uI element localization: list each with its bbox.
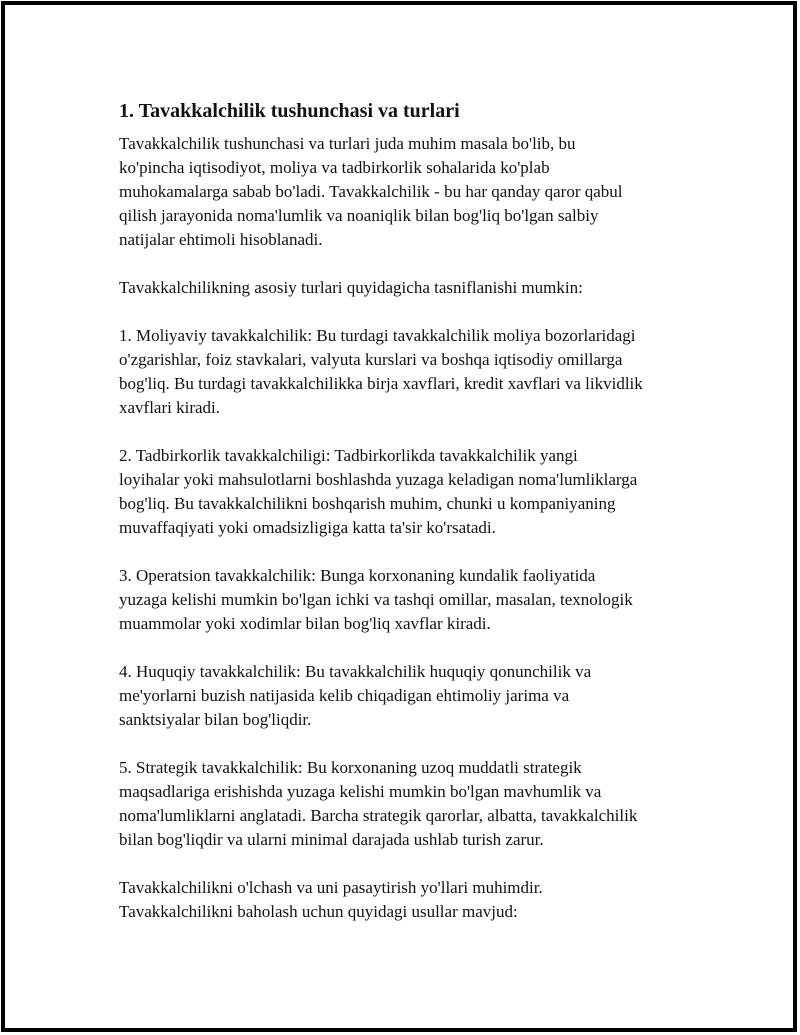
text-line: muammolar yoki xodimlar bilan bog'liq xavflar kiradi. — [119, 614, 491, 633]
paragraph — [119, 132, 699, 252]
section-title: 1. Tavakkalchilik tushunchasi va turlari — [119, 100, 460, 122]
paragraph — [119, 324, 699, 420]
text-line: 1. Moliyaviy tavakkalchilik: Bu turdagi tavakkalchilik moliya bozorlaridagi — [119, 326, 636, 345]
text-line: noma'lumliklarni anglatadi. Barcha strategik qarorlar, albatta, tavakkalchilik — [119, 806, 638, 825]
paragraph — [119, 756, 699, 852]
text-line: 4. Huquqiy tavakkalchilik: Bu tavakkalchilik huquqiy qonunchilik va — [119, 662, 592, 681]
text-line: 5. Strategik tavakkalchilik: Bu korxonaning uzoq muddatli strategik — [119, 758, 582, 777]
text-line: sanktsiyalar bilan bog'liqdir. — [119, 710, 312, 729]
paragraph-list — [119, 132, 699, 924]
text-line: loyihalar yoki mahsulotlarni boshlashda yuzaga keladigan noma'lumliklarga — [119, 470, 638, 489]
paragraph — [119, 444, 699, 540]
paragraph — [119, 660, 699, 732]
text-line: maqsadlariga erishishda yuzaga kelishi mumkin bo'lgan mavhumlik va — [119, 782, 602, 801]
text-line: me'yorlarni buzish natijasida kelib chiqadigan ehtimoliy jarima va — [119, 686, 570, 705]
text-line: xavflari kiradi. — [119, 398, 221, 417]
text-line: yuzaga kelishi mumkin bo'lgan ichki va tashqi omillar, masalan, texnologik — [119, 590, 633, 609]
text-line: Tavakkalchilikni baholash uchun quyidagi usullar mavjud: — [119, 902, 518, 921]
text-line: bilan bog'liqdir va ularni minimal darajada ushlab turish zarur. — [119, 830, 544, 849]
text-line: ko'pincha iqtisodiyot, moliya va tadbirkorlik sohalarida ko'plab — [119, 158, 550, 177]
page-border — [1, 1, 797, 1032]
text-line: Tavakkalchilikni o'lchash va uni pasaytirish yo'llari muhimdir. — [119, 878, 543, 897]
paragraph — [119, 564, 699, 636]
text-line: muhokamalarga sabab bo'ladi. Tavakkalchilik - bu har qanday qaror qabul — [119, 182, 623, 201]
text-line: 3. Operatsion tavakkalchilik: Bunga korxonaning kundalik faoliyatida — [119, 566, 596, 585]
paragraph — [119, 276, 699, 300]
text-line: 2. Tadbirkorlik tavakkalchiligi: Tadbirkorlikda tavakkalchilik yangi — [119, 446, 578, 465]
paragraph — [119, 876, 699, 924]
text-line: natijalar ehtimoli hisoblanadi. — [119, 230, 323, 249]
text-line: muvaffaqiyati yoki omadsizligiga katta ta'sir ko'rsatadi. — [119, 518, 496, 537]
document-body — [119, 98, 699, 924]
text-line: qilish jarayonida noma'lumlik va noaniqlik bilan bog'liq bo'lgan salbiy — [119, 206, 599, 225]
text-line: bog'liq. Bu turdagi tavakkalchilikka birja xavflari, kredit xavflari va likvidlik — [119, 374, 643, 393]
text-line: bog'liq. Bu tavakkalchilikni boshqarish muhim, chunki u kompaniyaning — [119, 494, 616, 513]
text-line: o'zgarishlar, foiz stavkalari, valyuta kurslari va boshqa iqtisodiy omillarga — [119, 350, 623, 369]
text-line: Tavakkalchilikning asosiy turlari quyidagicha tasniflanishi mumkin: — [119, 278, 583, 297]
text-line: Tavakkalchilik tushunchasi va turlari juda muhim masala bo'lib, bu — [119, 134, 576, 153]
